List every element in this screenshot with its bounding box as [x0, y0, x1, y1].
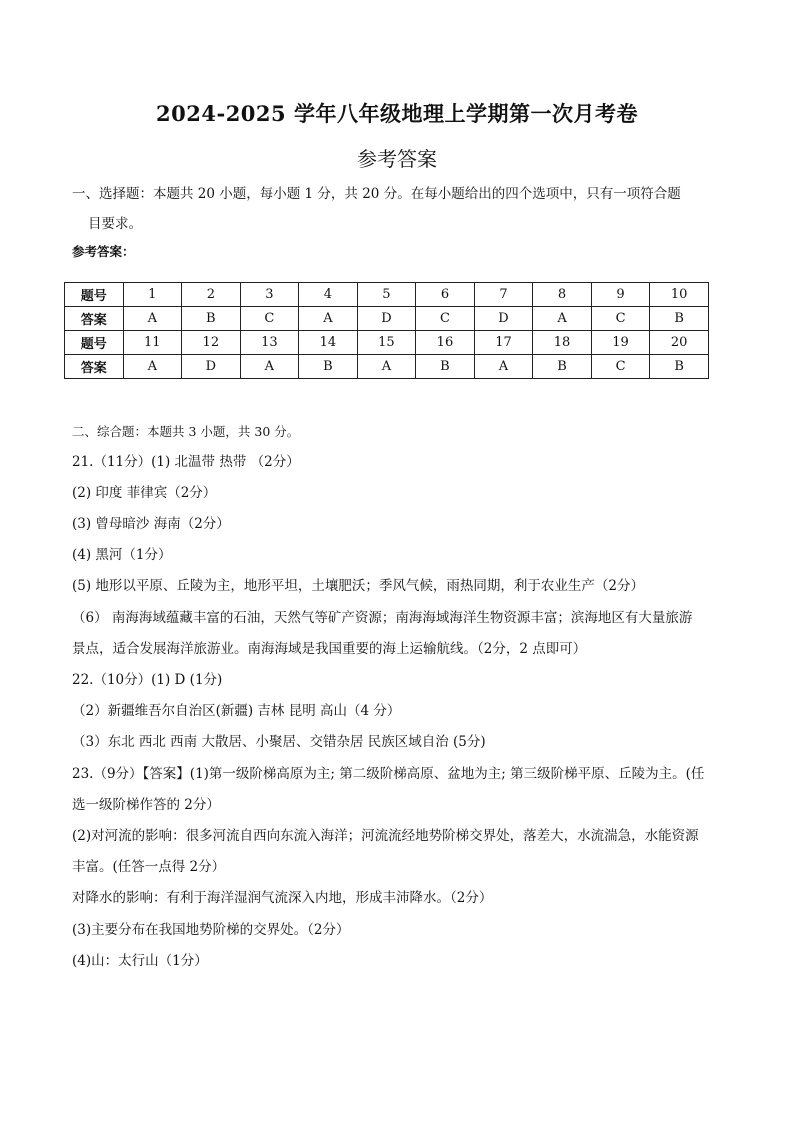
- table-cell: 10: [650, 283, 709, 307]
- table-row: [65, 355, 709, 379]
- table-cell: 7: [474, 283, 533, 307]
- table-cell: C: [591, 307, 650, 331]
- table-cell: 2: [182, 283, 241, 307]
- table-cell: 4: [299, 283, 358, 307]
- table-row: [65, 283, 709, 307]
- answer-line: 景点，适合发展海洋旅游业。南海海域是我国重要的海上运输航线。（2分，2 点即可）: [72, 641, 587, 657]
- page-subtitle: 参考答案: [357, 147, 437, 171]
- table-cell: 20: [650, 331, 709, 355]
- table-cell: D: [357, 307, 416, 331]
- section1-instructions-line2: 目要求。: [88, 216, 142, 232]
- table-cell: 8: [533, 283, 592, 307]
- answer-line: （6） 南海海域蕴藏丰富的石油，天然气等矿产资源；南海海域海洋生物资源丰富；滨海地区有大量旅游: [72, 610, 693, 626]
- table-cell: C: [416, 307, 475, 331]
- table-cell: B: [299, 355, 358, 379]
- answer-line: (3) 曾母暗沙 海南（2分）: [72, 516, 230, 532]
- table-cell: 18: [533, 331, 592, 355]
- table-cell: 11: [123, 331, 182, 355]
- page-title: 2024-2025 学年八年级地理上学期第一次月考卷: [156, 101, 638, 126]
- section2-heading: 二、综合题：本题共 3 小题，共 30 分。: [72, 424, 300, 439]
- table-cell: A: [240, 355, 299, 379]
- table-cell: 14: [299, 331, 358, 355]
- answer-line: (5) 地形以平原、丘陵为主，地形平坦，土壤肥沃；季风气候，雨热同期，利于农业生产（2分）: [72, 578, 645, 594]
- answer-line: (2)对河流的影响：很多河流自西向东流入海洋；河流流经地势阶梯交界处，落差大，水流湍急，水能资源: [72, 828, 699, 844]
- table-cell: C: [591, 355, 650, 379]
- table-row: [65, 307, 709, 331]
- table-cell: B: [650, 355, 709, 379]
- table-cell: A: [299, 307, 358, 331]
- table-cell: A: [123, 307, 182, 331]
- table-cell: 13: [240, 331, 299, 355]
- table-cell: B: [182, 307, 241, 331]
- table-cell: D: [474, 307, 533, 331]
- table-cell: 3: [240, 283, 299, 307]
- answer-line: (4) 黑河（1分）: [72, 547, 172, 563]
- table-cell: 9: [591, 283, 650, 307]
- table-header-cell: 题号: [65, 331, 124, 355]
- answer-line: 对降水的影响：有利于海洋湿润气流深入内地，形成丰沛降水。（2分）: [72, 890, 493, 906]
- table-cell: A: [123, 355, 182, 379]
- answer-line: 丰富。(任答一点得 2分）: [72, 859, 226, 875]
- table-cell: 5: [357, 283, 416, 307]
- table-cell: D: [182, 355, 241, 379]
- table-cell: 15: [357, 331, 416, 355]
- answer-line: 23.（9分）【答案】(1)第一级阶梯高原为主; 第二级阶梯高原、盆地为主; 第三级阶梯平原、丘陵为主。(任: [72, 766, 705, 782]
- section1-instructions-line1: 一、选择题：本题共 20 小题，每小题 1 分，共 20 分。在每小题给出的四个选项中，只有一项符合题: [72, 186, 681, 202]
- answer-key-label: 参考答案：: [72, 244, 135, 259]
- table-cell: 19: [591, 331, 650, 355]
- answer-line: 21.（11分）(1) 北温带 热带 （2分）: [72, 454, 300, 470]
- table-header-cell: 题号: [65, 283, 124, 307]
- answer-line: 选一级阶梯作答的 2分）: [72, 797, 220, 813]
- table-cell: B: [650, 307, 709, 331]
- answer-line: (2) 印度 菲律宾（2分）: [72, 485, 217, 501]
- table-cell: 17: [474, 331, 533, 355]
- table-cell: 6: [416, 283, 475, 307]
- answer-line: （2）新疆维吾尔自治区(新疆) 吉林 昆明 高山（4 分）: [72, 703, 401, 719]
- table-row: [65, 331, 709, 355]
- table-cell: 16: [416, 331, 475, 355]
- answer-line: (4)山：太行山（1分）: [72, 953, 208, 969]
- answer-line: (3)主要分布在我国地势阶梯的交界处。（2分）: [72, 922, 350, 938]
- table-header-cell: 答案: [65, 307, 124, 331]
- answer-line: （3）东北 西北 西南 大散居、小聚居、交错杂居 民族区域自治 (5分): [72, 734, 486, 750]
- table-cell: B: [533, 355, 592, 379]
- table-cell: A: [474, 355, 533, 379]
- table-cell: 12: [182, 331, 241, 355]
- table-header-cell: 答案: [65, 355, 124, 379]
- answer-line: 22.（10分）(1) D (1分): [72, 672, 223, 688]
- table-cell: A: [533, 307, 592, 331]
- table-cell: 1: [123, 283, 182, 307]
- answer-table: [64, 282, 709, 379]
- table-cell: C: [240, 307, 299, 331]
- table-cell: A: [357, 355, 416, 379]
- table-cell: B: [416, 355, 475, 379]
